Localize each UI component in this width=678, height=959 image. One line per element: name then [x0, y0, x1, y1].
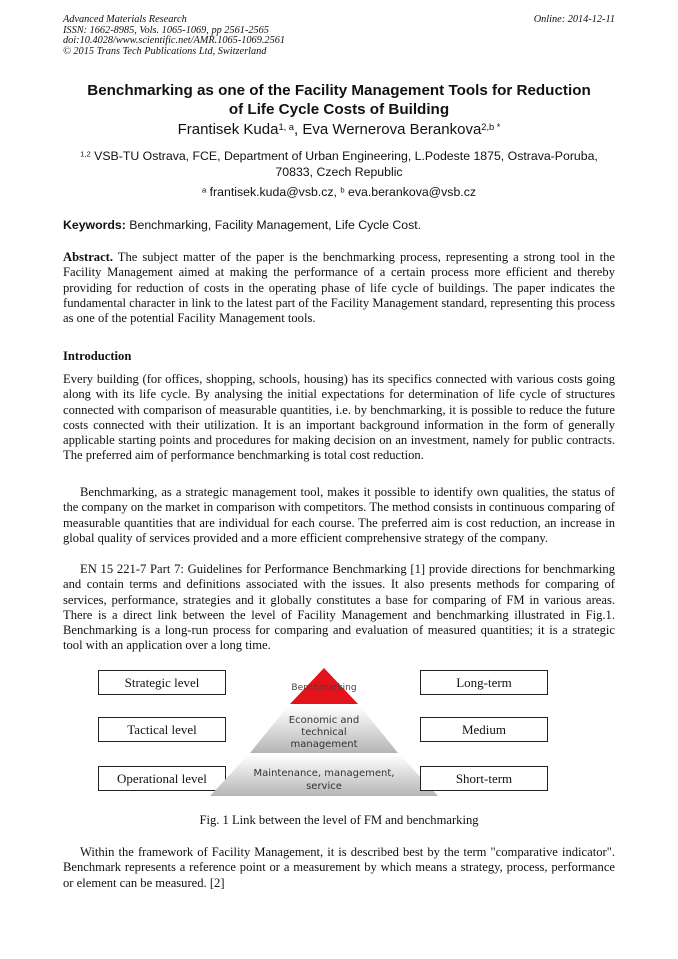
- author-separator: ,: [293, 121, 303, 138]
- strategic-level-box: Strategic level: [98, 670, 226, 695]
- pyramid-middle-label-2: technical: [301, 727, 347, 738]
- email-b-marker: b: [340, 185, 345, 195]
- keywords: [63, 218, 615, 233]
- emails: [64, 185, 614, 200]
- pyramid-middle-label-1: Economic and: [288, 715, 360, 726]
- pyramid-bottom-label-2: service: [306, 781, 342, 792]
- email-a: frantisek.kuda@vsb.cz,: [206, 185, 341, 199]
- affiliation-text: VSB-TU Ostrava, FCE, Department of Urban Engineering, L.Podeste 1875, Ostrava-Poruba, 70833, Czech Republic: [90, 149, 598, 179]
- affiliation: [64, 149, 614, 180]
- running-header: [63, 15, 615, 57]
- pyramid-top-label: Benchmarking: [291, 683, 357, 693]
- author-2-marker: 2,b *: [481, 121, 501, 132]
- introduction-heading: Introduction: [63, 349, 132, 363]
- tactical-level-box: Tactical level: [98, 717, 226, 742]
- abstract: [63, 250, 615, 326]
- doi-line: doi:10.4028/www.scientific.net/AMR.1065-1069.2561: [63, 35, 286, 46]
- pyramid-bottom-label-1: Maintenance, management,: [253, 768, 395, 779]
- short-term-box: Short-term: [420, 766, 548, 791]
- keywords-text: Benchmarking, Facility Management, Life Cycle Cost.: [125, 218, 422, 232]
- author-1: Frantisek Kuda: [177, 121, 279, 138]
- intro-paragraph-2: Benchmarking, as a strategic management tool, makes it possible to identify own qualities, the status of the company on the market in comparison with competitors. The method consists in continuous comparing of measurable quantities that are individual for each course. The preferred aim is cost reduction, an increase in global quality of services provided and a more efficient comprehensive strategy of the company.: [63, 485, 615, 545]
- long-term-box: Long-term: [420, 670, 548, 695]
- affiliation-marker: 1,2: [80, 149, 91, 159]
- pyramid-middle-label-3: management: [290, 739, 358, 750]
- author-2: Eva Wernerova Berankova: [302, 121, 482, 138]
- abstract-label: Abstract.: [63, 250, 114, 264]
- abstract-text: The subject matter of the paper is the benchmarking process, representing a strong tool in the Facility Management aimed at making the performance of a certain process more efficient and thereby providing for reduction of costs in the operating phase of life cycle of buildings. The paper indicates the fundamental character in link to the latest part of the Facility Management standard, representing this process as one of the potential Facility Management tools.: [63, 250, 615, 326]
- copyright-line: © 2015 Trans Tech Publications Ltd, Switzerland: [63, 45, 267, 57]
- online-date: Online: 2014-12-11: [533, 14, 615, 25]
- author-1-marker: 1, a: [278, 121, 294, 132]
- authors: [40, 121, 638, 139]
- intro-paragraph-1: Every building (for offices, shopping, schools, housing) has its specifics connected with various costs going along with its life cycle. By analysing the initial expectations for determination of life cycle of structures connected with comparison of measurable quantities, i.e. by benchmarking, it is possible to reduce the future costs connected with their utilization. It is an important background information in the form of generally applicable starting points and procedures for making decision on an investment, namely for public contracts. The preferred aim of performance benchmarking is total cost reduction.: [63, 372, 615, 463]
- figure-1: [98, 668, 550, 796]
- intro-paragraph-3: EN 15 221-7 Part 7: Guidelines for Performance Benchmarking [1] provide directions for benchmarking and contain terms and definitions associated with the issues. It also presents methods for comparing of services, performance, strategies and it globally constitutes a base for comparing of FM in various areas. There is a direct link between the level of Facility Management and benchmarking illustrated in Fig.1. Benchmarking is a long-run process for comparing and evaluation of measured quantities; it is a strategic tool with an application over a long time.: [63, 562, 615, 653]
- title-line-1: Benchmarking as one of the Facility Management Tools for Reduction: [87, 82, 591, 99]
- email-a-marker: a: [201, 185, 207, 195]
- medium-box: Medium: [420, 717, 548, 742]
- title-line-2: of Life Cycle Costs of Building: [228, 101, 450, 118]
- paper-title: [40, 81, 638, 119]
- operational-level-box: Operational level: [98, 766, 226, 791]
- fm-pyramid: [210, 668, 438, 796]
- keywords-label: Keywords:: [63, 218, 126, 232]
- figure-1-caption: Fig. 1 Link between the level of FM and benchmarking: [199, 813, 479, 827]
- journal-name: Advanced Materials Research: [63, 14, 187, 25]
- email-b: eva.berankova@vsb.cz: [344, 185, 477, 199]
- paragraph-after-figure: Within the framework of Facility Management, it is described best by the term "comparative indicator". Benchmark represents a reference point or a measurement by which means a strategy, process, performance or element can be measured. [2]: [63, 845, 615, 890]
- issn-line: ISSN: 1662-8985, Vols. 1065-1069, pp 2561-2565: [63, 24, 269, 36]
